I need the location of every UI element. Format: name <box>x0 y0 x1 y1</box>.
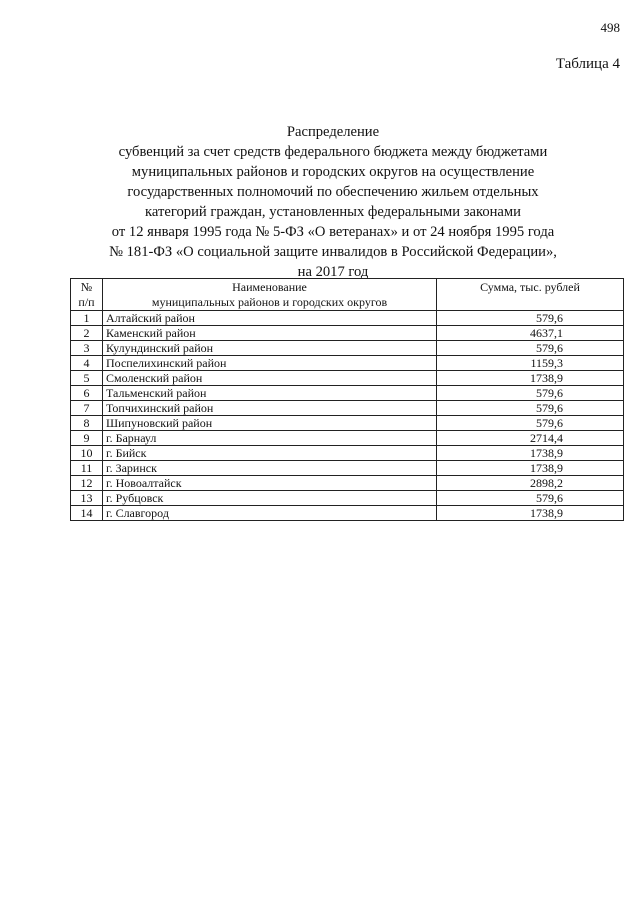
row-name: Каменский район <box>103 326 437 341</box>
table-row <box>71 401 624 416</box>
row-name: г. Славгород <box>103 506 437 521</box>
heading-line: государственных полномочий по обеспечению жильем отдельных <box>127 184 539 200</box>
header-sum: Сумма, тыс. рублей <box>437 279 624 311</box>
row-name: г. Бийск <box>103 446 437 461</box>
heading-line: Распределение <box>286 124 380 140</box>
table-row <box>71 416 624 431</box>
row-number: 6 <box>71 386 103 401</box>
row-number: 3 <box>71 341 103 356</box>
row-number: 9 <box>71 431 103 446</box>
table-row <box>71 356 624 371</box>
row-name: г. Новоалтайск <box>103 476 437 491</box>
row-sum: 2714,4 <box>437 431 624 446</box>
row-sum: 2898,2 <box>437 476 624 491</box>
header-number: № п/п <box>71 279 103 311</box>
row-sum: 1738,9 <box>437 506 624 521</box>
row-number: 7 <box>71 401 103 416</box>
heading-line: субвенций за счет средств федерального бюджета между бюджетами <box>118 144 548 160</box>
row-name: Тальменский район <box>103 386 437 401</box>
row-number: 5 <box>71 371 103 386</box>
row-name: Алтайский район <box>103 311 437 326</box>
row-sum: 1738,9 <box>437 371 624 386</box>
table-row <box>71 386 624 401</box>
heading-line: муниципальных районов и городских округов на осуществление <box>131 164 535 180</box>
table-header-row <box>71 279 624 311</box>
row-number: 8 <box>71 416 103 431</box>
row-sum: 579,6 <box>437 401 624 416</box>
row-number: 13 <box>71 491 103 506</box>
row-number: 1 <box>71 311 103 326</box>
table-row <box>71 371 624 386</box>
table-row <box>71 311 624 326</box>
heading-line: на 2017 год <box>297 264 369 280</box>
page-number: 498 <box>600 20 620 35</box>
row-sum: 579,6 <box>437 311 624 326</box>
row-number: 4 <box>71 356 103 371</box>
distribution-table <box>70 278 624 521</box>
table-row <box>71 506 624 521</box>
row-sum: 579,6 <box>437 416 624 431</box>
heading-line: от 12 января 1995 года № 5-ФЗ «О ветеранах» и от 24 ноября 1995 года <box>111 224 555 240</box>
header-name: Наименование муниципальных районов и городских округов <box>103 279 437 311</box>
table-label: Таблица 4 <box>555 56 620 72</box>
row-name: Кулундинский район <box>103 341 437 356</box>
row-number: 12 <box>71 476 103 491</box>
row-name: г. Барнаул <box>103 431 437 446</box>
table-row <box>71 461 624 476</box>
row-sum: 1159,3 <box>437 356 624 371</box>
table-row <box>71 341 624 356</box>
table-row <box>71 431 624 446</box>
row-number: 2 <box>71 326 103 341</box>
row-name: Шипуновский район <box>103 416 437 431</box>
row-sum: 1738,9 <box>437 461 624 476</box>
row-name: Топчихинский район <box>103 401 437 416</box>
table-row <box>71 491 624 506</box>
table-row <box>71 476 624 491</box>
table-row <box>71 446 624 461</box>
document-heading <box>60 122 606 282</box>
row-sum: 579,6 <box>437 491 624 506</box>
row-sum: 4637,1 <box>437 326 624 341</box>
row-sum: 579,6 <box>437 341 624 356</box>
row-name: г. Заринск <box>103 461 437 476</box>
heading-line: категорий граждан, установленных федеральными законами <box>145 204 521 220</box>
row-name: Смоленский район <box>103 371 437 386</box>
row-number: 10 <box>71 446 103 461</box>
row-number: 14 <box>71 506 103 521</box>
row-name: г. Рубцовск <box>103 491 437 506</box>
table-row <box>71 326 624 341</box>
row-number: 11 <box>71 461 103 476</box>
row-sum: 579,6 <box>437 386 624 401</box>
row-name: Поспелихинский район <box>103 356 437 371</box>
heading-line: № 181-ФЗ «О социальной защите инвалидов в Российской Федерации», <box>109 244 557 260</box>
row-sum: 1738,9 <box>437 446 624 461</box>
